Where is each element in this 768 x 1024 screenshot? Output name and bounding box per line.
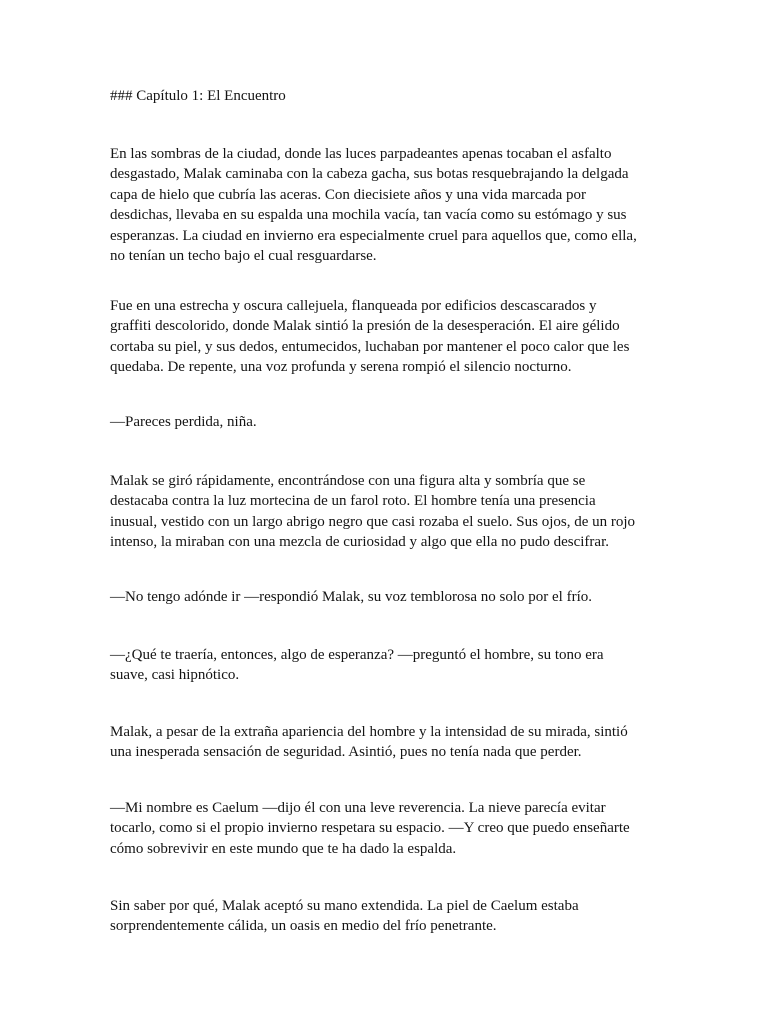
paragraph-line: una inesperada sensación de seguridad. Asintió, pues no tenía nada que perder. xyxy=(110,744,582,761)
paragraph-line: suave, casi hipnótico. xyxy=(110,667,240,684)
paragraph-line: sorprendentemente cálida, un oasis en medio del frío penetrante. xyxy=(110,918,497,935)
paragraph-line: esperanzas. La ciudad en invierno era especialmente cruel para aquellos que, como ella, xyxy=(110,227,637,244)
paragraph-line: capa de hielo que cubría las aceras. Con diecisiete años y una vida marcada por xyxy=(110,186,587,203)
paragraph-8 xyxy=(110,798,670,859)
paragraph-line: desgastado, Malak caminaba con la cabeza gacha, sus botas resquebrajando la delgada xyxy=(110,166,629,183)
paragraph-4 xyxy=(110,471,670,553)
paragraph-line: desdichas, llevaba en su espalda una mochila vacía, tan vacía como su estómago y sus xyxy=(110,207,627,224)
paragraph-1 xyxy=(110,144,670,266)
paragraph-line: Malak, a pesar de la extraña apariencia del hombre y la intensidad de su mirada, sintió xyxy=(110,724,628,740)
chapter-heading: ### Capítulo 1: El Encuentro xyxy=(110,88,286,104)
paragraph-line: Fue en una estrecha y oscura callejuela, flanqueada por edificios descascarados y xyxy=(110,298,597,314)
paragraph-6 xyxy=(110,645,670,686)
paragraph-line: En las sombras de la ciudad, donde las luces parpadeantes apenas tocaban el asfalto xyxy=(110,146,612,162)
paragraph-line: destacaba contra la luz mortecina de un farol roto. El hombre tenía una presencia xyxy=(110,493,596,510)
paragraph-2 xyxy=(110,296,670,378)
paragraph-3 xyxy=(110,412,670,432)
paragraph-line: cómo sobrevivir en este mundo que te ha dado la espalda. xyxy=(110,840,457,857)
paragraph-line: —Mi nombre es Caelum —dijo él con una leve reverencia. La nieve parecía evitar xyxy=(110,800,606,816)
paragraph-5 xyxy=(110,587,670,607)
paragraph-9 xyxy=(110,896,670,937)
paragraph-line: no tenían un techo bajo el cual resguardarse. xyxy=(110,248,377,265)
paragraph-line: graffiti descolorido, donde Malak sintió la presión de la desesperación. El aire gélido xyxy=(110,318,620,335)
paragraph-line: —Pareces perdida, niña. xyxy=(110,414,257,430)
paragraph-line: Sin saber por qué, Malak aceptó su mano extendida. La piel de Caelum estaba xyxy=(110,898,579,914)
paragraph-line: —¿Qué te traería, entonces, algo de esperanza? —preguntó el hombre, su tono era xyxy=(110,647,604,663)
paragraph-line: inusual, vestido con un largo abrigo negro que casi rozaba el suelo. Sus ojos, de un rojo xyxy=(110,513,636,530)
paragraph-line: quedaba. De repente, una voz profunda y serena rompió el silencio nocturno. xyxy=(110,359,572,376)
paragraph-line: —No tengo adónde ir —respondió Malak, su voz temblorosa no solo por el frío. xyxy=(110,589,592,605)
paragraph-7 xyxy=(110,722,670,763)
paragraph-line: Malak se giró rápidamente, encontrándose con una figura alta y sombría que se xyxy=(110,473,586,489)
paragraph-line: cortaba su piel, y sus dedos, entumecidos, luchaban por mantener el poco calor que les xyxy=(110,338,630,355)
paragraph-line: intenso, la miraban con una mezcla de curiosidad y algo que ella no pudo descifrar. xyxy=(110,534,609,551)
paragraph-line: tocarlo, como si el propio invierno respetara su espacio. —Y creo que puedo enseñarte xyxy=(110,820,630,837)
